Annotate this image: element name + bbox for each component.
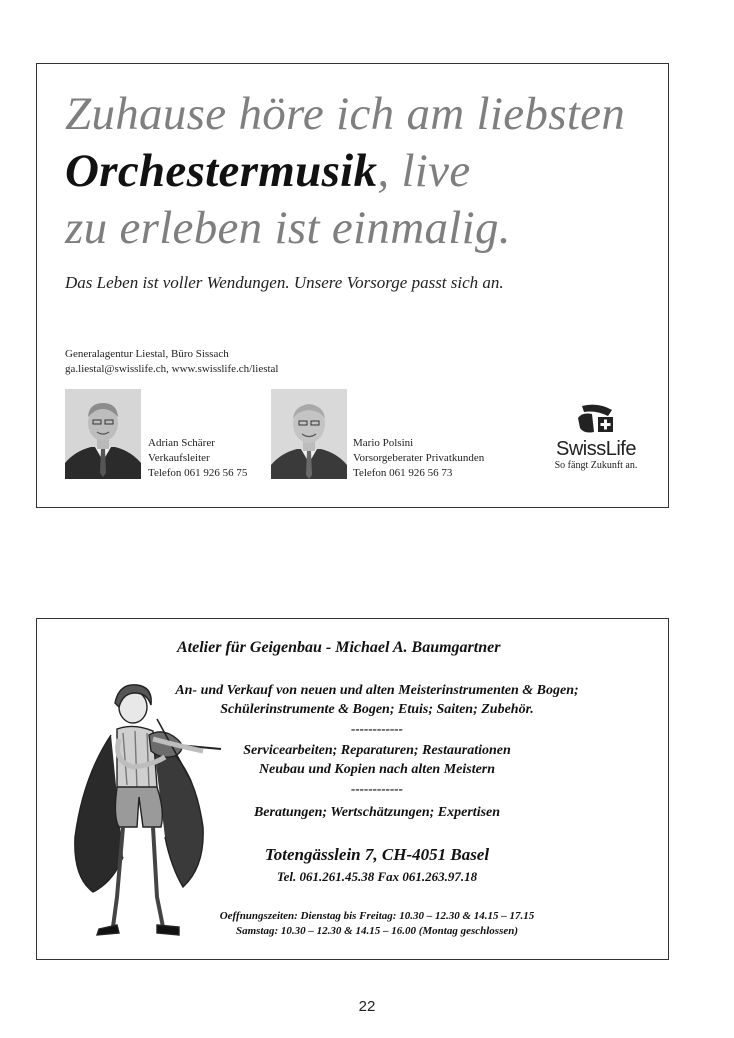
portrait-photo-mario <box>271 389 347 479</box>
person-phone: Telefon 061 926 56 75 <box>148 467 248 479</box>
violin-maker-advertisement <box>36 618 669 960</box>
swisslife-emblem-icon <box>572 402 620 438</box>
person-name: Mario Polsini <box>353 437 414 449</box>
portrait-photo-adrian <box>65 389 141 479</box>
atelier-title: Atelier für Geigenbau - Michael A. Baumgartner <box>177 639 501 656</box>
headline <box>65 86 625 257</box>
swisslife-advertisement <box>36 63 669 508</box>
contact-adrian <box>148 436 247 481</box>
sales-line-1: An- und Verkauf von neuen und alten Meisterinstrumenten & Bogen; <box>175 683 579 698</box>
headline-line-2 <box>65 143 625 200</box>
headline-line-1: Zuhause höre ich am liebsten <box>65 88 626 140</box>
repair-info <box>107 741 647 779</box>
contact-mario <box>353 436 484 481</box>
headline-bold-word: Orchestermusik <box>65 145 378 197</box>
swisslife-logo <box>546 402 646 482</box>
sales-line-2: Schülerinstrumente & Bogen; Etuis; Saiten; Zubehör. <box>220 702 534 717</box>
opening-hours <box>107 909 647 939</box>
tagline: Das Leben ist voller Wendungen. Unsere Vorsorge passt sich an. <box>65 273 504 292</box>
swisslife-wordmark: SwissLife <box>556 438 636 460</box>
person-phone: Telefon 061 926 56 73 <box>353 467 453 479</box>
headline-live: , live <box>377 145 471 197</box>
separator-2: ------------ <box>351 781 403 796</box>
page-number: 22 <box>358 998 376 1015</box>
headline-line-3: zu erleben ist einmalig. <box>65 202 511 254</box>
separator-1: ------------ <box>351 721 403 736</box>
agency-contact: ga.liestal@swisslife.ch, www.swisslife.ch/liestal <box>65 363 279 375</box>
repair-line-2: Neubau und Kopien nach alten Meistern <box>258 762 496 777</box>
portrait-icon <box>65 389 141 479</box>
hours-line-2: Samstag: 10.30 – 12.30 & 14.15 – 16.00 (Montag geschlossen) <box>235 925 519 937</box>
phone-fax: Tel. 061.261.45.38 Fax 061.263.97.18 <box>276 869 478 884</box>
swisslife-slogan: So fängt Zukunft an. <box>554 460 638 471</box>
repair-line-1: Servicearbeiten; Reparaturen; Restaurationen <box>243 743 511 758</box>
agency-name: Generalagentur Liestal, Büro Sissach <box>65 348 229 360</box>
person-name: Adrian Schärer <box>148 437 215 449</box>
agency-info <box>65 347 279 377</box>
person-role: Vorsorgeberater Privatkunden <box>353 452 485 464</box>
person-role: Verkaufsleiter <box>148 452 210 464</box>
address: Totengässlein 7, CH-4051 Basel <box>264 845 490 864</box>
advice-info: Beratungen; Wertschätzungen; Expertisen <box>253 805 501 820</box>
hours-line-1: Oeffnungszeiten: Dienstag bis Freitag: 10.30 – 12.30 & 14.15 – 17.15 <box>219 910 535 922</box>
sales-info <box>107 681 647 719</box>
portrait-icon <box>271 389 347 479</box>
